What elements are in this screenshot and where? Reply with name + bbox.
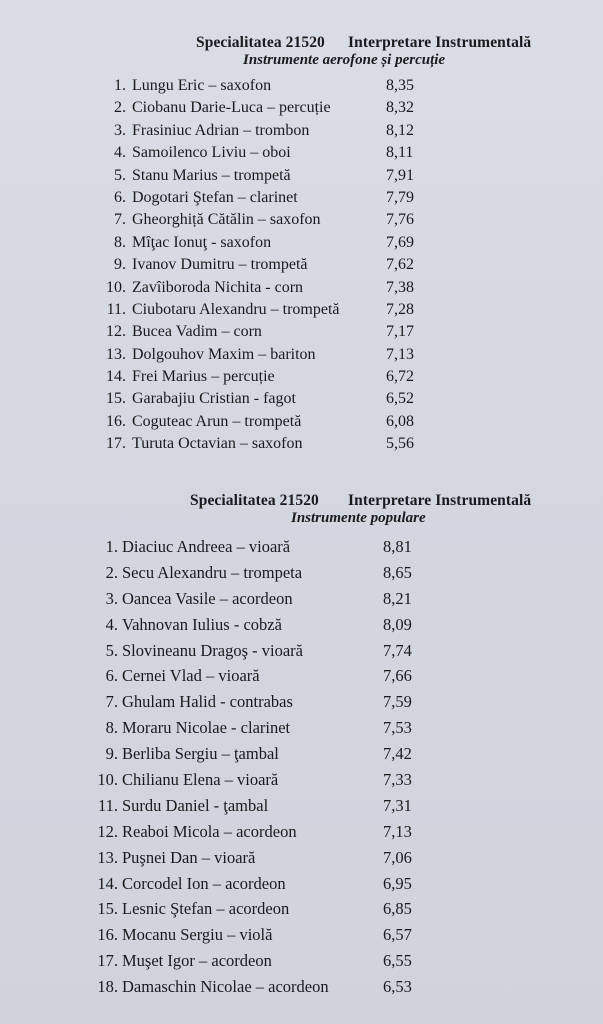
student-instrument: Ghulam Halid - contrabas [122, 692, 293, 712]
grade-value: 8,32 [386, 99, 414, 117]
rank-number: 14. [97, 873, 118, 893]
list-item [0, 141, 603, 163]
grade-value: 7,91 [386, 166, 414, 184]
rank-number: 7. [105, 692, 118, 712]
student-instrument: Coguteac Arun – trompetă [132, 412, 302, 430]
rank-number: 1. [114, 77, 126, 94]
specialty-code: Specialitatea 21520 [190, 492, 319, 509]
section-heading [0, 488, 603, 510]
student-instrument: Moraru Nicolae - clarinet [122, 718, 291, 738]
student-instrument: Damaschin Nicolae – acordeon [122, 977, 329, 997]
list-item [0, 610, 603, 636]
student-instrument: Slovineanu Dragoş - vioară [122, 640, 303, 660]
grade-value: 6,08 [386, 412, 414, 430]
rank-number: 13. [106, 345, 126, 363]
list-item [0, 119, 603, 141]
rank-number: 16. [97, 925, 118, 945]
rank-number: 6. [105, 666, 118, 686]
student-instrument: Cernei Vlad – vioară [122, 666, 260, 686]
grade-value: 6,52 [386, 390, 414, 408]
list-item [0, 817, 603, 843]
student-instrument: Zavîiboroda Nichita - corn [132, 278, 304, 296]
student-instrument: Ciubotaru Alexandru – trompetă [132, 300, 340, 318]
list-item [0, 946, 603, 972]
student-instrument: Muşet Igor – acordeon [122, 951, 272, 971]
student-instrument: Gheorghiță Cătălin – saxofon [132, 211, 321, 229]
student-instrument: Lungu Eric – saxofon [132, 77, 272, 94]
list-item [0, 661, 603, 687]
grade-value: 7,33 [383, 770, 412, 790]
instrument-category: Instrumente aerofone și percuție [243, 52, 446, 68]
rank-number: 11. [106, 300, 126, 318]
grade-value: 7,42 [383, 744, 412, 764]
ranking-list [0, 532, 603, 998]
grade-value: 8,21 [383, 588, 412, 608]
rank-number: 3. [105, 588, 118, 608]
list-item [0, 687, 603, 713]
rank-number: 14. [106, 368, 126, 386]
specialty-code: Specialitatea 21520 [196, 34, 325, 51]
rank-number: 15. [106, 390, 126, 408]
list-item [0, 320, 603, 342]
rank-number: 12. [106, 323, 126, 341]
grade-value: 7,38 [386, 278, 414, 296]
student-instrument: Corcodel Ion – acordeon [122, 873, 286, 893]
student-instrument: Frasiniuc Adrian – trombon [132, 121, 310, 139]
student-instrument: Surdu Daniel - ţambal [122, 795, 269, 815]
grade-value: 7,13 [386, 345, 414, 363]
student-instrument: Stanu Marius – trompetă [132, 166, 291, 184]
grade-value: 7,13 [383, 821, 412, 841]
grade-value: 7,28 [386, 300, 414, 318]
list-item [0, 208, 603, 230]
section-aerophone-percussion [0, 30, 603, 455]
student-instrument: Turuta Octavian – saxofon [132, 435, 303, 453]
grade-value: 8,65 [383, 562, 412, 582]
list-item [0, 869, 603, 895]
rank-number: 12. [97, 821, 118, 841]
rank-number: 10. [97, 770, 118, 790]
student-instrument: Ivanov Dumitru – trompetă [132, 256, 308, 274]
student-instrument: Oancea Vasile – acordeon [122, 588, 293, 608]
grade-value: 7,17 [386, 323, 414, 341]
rank-number: 9. [114, 256, 126, 274]
specialty-title: Interpretare Instrumentală [348, 492, 532, 509]
student-instrument: Diaciuc Andreea – vioară [122, 537, 291, 556]
rank-number: 5. [105, 640, 118, 660]
list-item [0, 74, 603, 96]
rank-number: 8. [105, 718, 118, 738]
list-item [0, 276, 603, 298]
grade-value: 8,81 [383, 537, 412, 556]
student-instrument: Dolgouhov Maxim – bariton [132, 345, 316, 363]
rank-number: 1. [105, 537, 118, 556]
rank-number: 9. [105, 744, 118, 764]
list-item [0, 584, 603, 610]
list-item [0, 791, 603, 817]
list-item [0, 713, 603, 739]
grade-value: 8,09 [383, 614, 412, 634]
student-instrument: Lesnic Ştefan – acordeon [122, 899, 290, 919]
rank-number: 10. [106, 278, 126, 296]
grade-value: 6,95 [383, 873, 412, 893]
rank-number: 6. [114, 188, 126, 206]
grade-value: 5,56 [386, 435, 414, 453]
rank-number: 4. [105, 614, 118, 634]
grade-value: 6,85 [383, 899, 412, 919]
student-instrument: Bucea Vadim – corn [132, 323, 262, 341]
section-subheading [0, 52, 603, 74]
rank-number: 16. [106, 412, 126, 430]
grade-value: 7,62 [386, 256, 414, 274]
grade-value: 7,59 [383, 692, 412, 712]
list-item [0, 186, 603, 208]
list-item [0, 920, 603, 946]
grade-value: 6,53 [383, 977, 412, 997]
list-item [0, 972, 603, 998]
student-instrument: Mocanu Sergiu – violă [122, 925, 273, 945]
student-instrument: Puşnei Dan – vioară [122, 847, 256, 867]
grade-value: 8,12 [386, 121, 414, 139]
list-item [0, 253, 603, 275]
section-heading [0, 30, 603, 52]
list-item [0, 558, 603, 584]
section-folk-instruments [0, 488, 603, 998]
grade-value: 8,35 [386, 77, 414, 94]
list-item [0, 298, 603, 320]
ranking-list [0, 74, 603, 455]
list-item [0, 387, 603, 409]
grade-value: 7,69 [386, 233, 414, 251]
grade-value: 6,55 [383, 951, 412, 971]
list-item [0, 843, 603, 869]
list-item [0, 894, 603, 920]
grade-value: 7,53 [383, 718, 412, 738]
list-item [0, 365, 603, 387]
rank-number: 4. [114, 144, 126, 162]
grade-value: 6,72 [386, 368, 414, 386]
student-instrument: Garabajiu Cristian - fagot [132, 390, 296, 408]
student-instrument: Dogotari Ştefan – clarinet [132, 188, 298, 206]
list-item [0, 432, 603, 454]
list-item [0, 231, 603, 253]
student-instrument: Frei Marius – percuție [132, 368, 275, 386]
student-instrument: Mîţac Ionuţ - saxofon [132, 233, 272, 251]
student-instrument: Reaboi Micola – acordeon [122, 821, 297, 841]
list-item [0, 343, 603, 365]
list-item [0, 739, 603, 765]
specialty-title: Interpretare Instrumentală [348, 34, 532, 51]
instrument-category: Instrumente populare [291, 510, 426, 526]
grade-value: 7,06 [383, 847, 412, 867]
student-instrument: Berliba Sergiu – ţambal [122, 744, 279, 764]
list-item [0, 96, 603, 118]
rank-number: 15. [97, 899, 118, 919]
student-instrument: Vahnovan Iulius - cobză [122, 614, 282, 634]
grade-value: 6,57 [383, 925, 412, 945]
rank-number: 11. [97, 795, 118, 815]
rank-number: 17. [97, 951, 118, 971]
rank-number: 8. [114, 233, 126, 251]
grade-value: 7,79 [386, 188, 414, 206]
student-instrument: Secu Alexandru – trompeta [122, 562, 303, 582]
rank-number: 17. [106, 435, 126, 453]
section-subheading [0, 510, 603, 532]
rank-number: 13. [97, 847, 118, 867]
grade-value: 8,11 [386, 144, 414, 162]
grade-value: 7,66 [383, 666, 412, 686]
list-item [0, 410, 603, 432]
list-item [0, 636, 603, 662]
rank-number: 18. [97, 977, 118, 997]
list-item [0, 532, 603, 558]
student-instrument: Ciobanu Darie-Luca – percuție [132, 99, 331, 117]
rank-number: 5. [114, 166, 126, 184]
rank-number: 2. [114, 99, 126, 117]
grade-value: 7,31 [383, 795, 412, 815]
grade-value: 7,74 [383, 640, 412, 660]
grade-value: 7,76 [386, 211, 414, 229]
student-instrument: Samoilenco Liviu – oboi [132, 144, 291, 162]
rank-number: 3. [114, 121, 126, 139]
student-instrument: Chilianu Elena – vioară [122, 770, 279, 790]
rank-number: 2. [105, 562, 118, 582]
rank-number: 7. [114, 211, 126, 229]
list-item [0, 765, 603, 791]
list-item [0, 164, 603, 186]
